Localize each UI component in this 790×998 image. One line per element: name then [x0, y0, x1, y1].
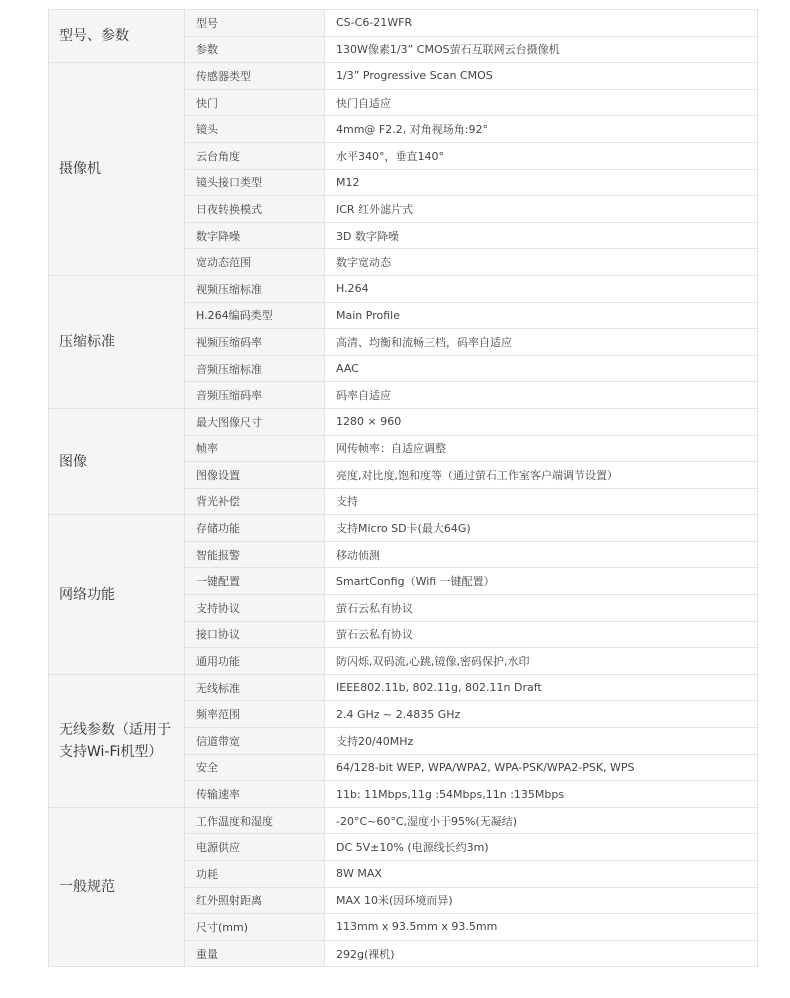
param-value: AAC	[325, 355, 758, 382]
param-value: MAX 10米(因环境而异)	[325, 887, 758, 914]
param-value: M12	[325, 169, 758, 196]
param-value: 亮度,对比度,饱和度等（通过萤石工作室客户端调节设置）	[325, 462, 758, 489]
param-value: 113mm x 93.5mm x 93.5mm	[325, 914, 758, 941]
param-name: 背光补偿	[185, 488, 325, 515]
param-value: H.264	[325, 275, 758, 302]
param-name: 安全	[185, 754, 325, 781]
param-value: CS-C6-21WFR	[325, 10, 758, 37]
param-name: 支持协议	[185, 595, 325, 622]
param-value: 高清、均衡和流畅三档，码率自适应	[325, 329, 758, 356]
group-title: 图像	[49, 408, 185, 514]
param-name: 宽动态范围	[185, 249, 325, 276]
param-value: 支持	[325, 488, 758, 515]
param-value: 8W MAX	[325, 861, 758, 888]
param-name: 电源供应	[185, 834, 325, 861]
table-row	[49, 408, 758, 435]
param-value: IEEE802.11b, 802.11g, 802.11n Draft	[325, 674, 758, 701]
param-name: 一键配置	[185, 568, 325, 595]
group-title: 压缩标准	[49, 275, 185, 408]
param-value: 4mm@ F2.2, 对角视场角:92°	[325, 116, 758, 143]
table-row	[49, 10, 758, 37]
param-name: 功耗	[185, 861, 325, 888]
param-name: 日夜转换模式	[185, 196, 325, 223]
param-name: 红外照射距离	[185, 887, 325, 914]
param-name: 工作温度和湿度	[185, 807, 325, 834]
param-name: 接口协议	[185, 621, 325, 648]
param-value: 网传帧率：自适应调整	[325, 435, 758, 462]
param-value: 支持20/40MHz	[325, 728, 758, 755]
param-value: 支持Micro SD卡(最大64G)	[325, 515, 758, 542]
param-value: -20°C~60°C,湿度小于95%(无凝结)	[325, 807, 758, 834]
param-value: 64/128-bit WEP, WPA/WPA2, WPA-PSK/WPA2-PSK, WPS	[325, 754, 758, 781]
param-value: 萤石云私有协议	[325, 595, 758, 622]
param-value: ICR 红外滤片式	[325, 196, 758, 223]
param-value: 码率自适应	[325, 382, 758, 409]
table-row	[49, 674, 758, 701]
param-value: SmartConfig（Wifi 一键配置）	[325, 568, 758, 595]
param-name: 视频压缩码率	[185, 329, 325, 356]
param-value: 水平340°，垂直140°	[325, 142, 758, 169]
group-title: 无线参数（适用于 支持Wi-Fi机型）	[49, 674, 185, 807]
param-value: 萤石云私有协议	[325, 621, 758, 648]
param-name: 通用功能	[185, 648, 325, 675]
param-value: 292g(裸机)	[325, 940, 758, 967]
param-value: 3D 数字降噪	[325, 222, 758, 249]
param-value: 11b: 11Mbps,11g :54Mbps,11n :135Mbps	[325, 781, 758, 808]
param-value: 2.4 GHz ~ 2.4835 GHz	[325, 701, 758, 728]
param-value: 数字宽动态	[325, 249, 758, 276]
param-name: 图像设置	[185, 462, 325, 489]
param-name: 镜头	[185, 116, 325, 143]
param-value: DC 5V±10% (电源线长约3m)	[325, 834, 758, 861]
param-name: 快门	[185, 89, 325, 116]
param-value: 130W像素1/3” CMOS萤石互联网云台摄像机	[325, 36, 758, 63]
spec-table-body	[49, 10, 758, 967]
spec-table	[48, 9, 758, 967]
param-name: 音频压缩码率	[185, 382, 325, 409]
group-title: 网络功能	[49, 515, 185, 675]
param-name: 重量	[185, 940, 325, 967]
table-row	[49, 275, 758, 302]
param-name: 最大图像尺寸	[185, 408, 325, 435]
param-value: 1/3” Progressive Scan CMOS	[325, 63, 758, 90]
group-title: 型号、参数	[49, 10, 185, 63]
param-name: H.264编码类型	[185, 302, 325, 329]
param-value: 防闪烁,双码流,心跳,镜像,密码保护,水印	[325, 648, 758, 675]
table-row	[49, 63, 758, 90]
table-row	[49, 515, 758, 542]
param-name: 传感器类型	[185, 63, 325, 90]
param-name: 信道带宽	[185, 728, 325, 755]
param-name: 无线标准	[185, 674, 325, 701]
group-title: 摄像机	[49, 63, 185, 276]
param-name: 云台角度	[185, 142, 325, 169]
param-name: 传输速率	[185, 781, 325, 808]
param-name: 尺寸(mm)	[185, 914, 325, 941]
group-title: 一般规范	[49, 807, 185, 967]
param-name: 音频压缩标准	[185, 355, 325, 382]
param-value: Main Profile	[325, 302, 758, 329]
param-name: 频率范围	[185, 701, 325, 728]
param-name: 视频压缩标准	[185, 275, 325, 302]
param-value: 移动侦测	[325, 541, 758, 568]
param-name: 型号	[185, 10, 325, 37]
param-value: 快门自适应	[325, 89, 758, 116]
param-name: 智能报警	[185, 541, 325, 568]
param-name: 数字降噪	[185, 222, 325, 249]
param-name: 镜头接口类型	[185, 169, 325, 196]
param-name: 参数	[185, 36, 325, 63]
param-value: 1280 × 960	[325, 408, 758, 435]
param-name: 帧率	[185, 435, 325, 462]
param-name: 存储功能	[185, 515, 325, 542]
table-row	[49, 807, 758, 834]
